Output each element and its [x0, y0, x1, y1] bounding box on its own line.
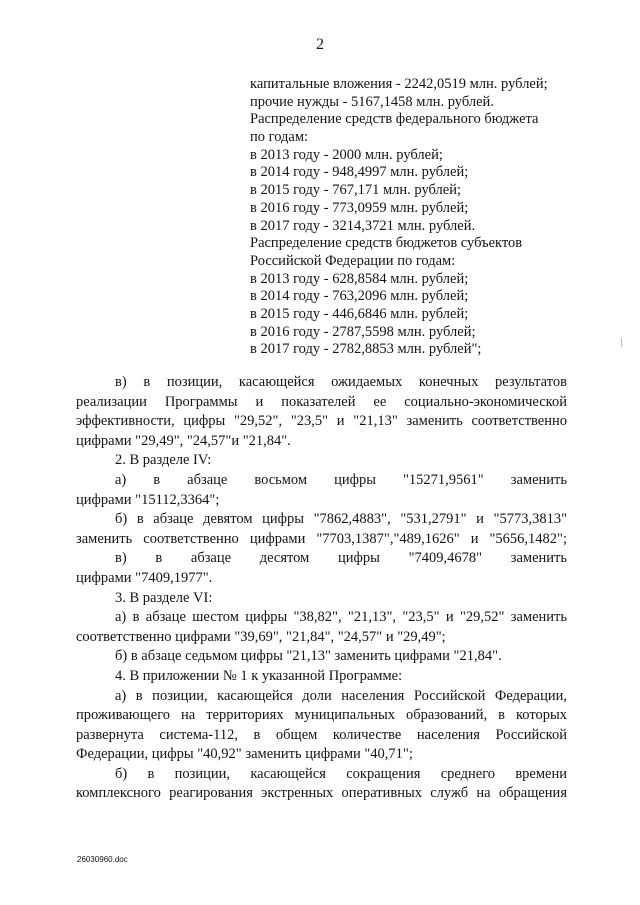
budget-line: в 2013 году - 2000 млн. рублей; [250, 146, 443, 163]
paragraph [76, 471, 567, 510]
budget-line: в 2015 году - 446,6846 млн. рублей; [250, 305, 469, 322]
paragraph [76, 451, 567, 471]
budget-line: Распределение средств бюджетов субъектов [250, 235, 523, 252]
text-line: заменить соответственно цифрами "7703,1387","489,1626" и "5656,1482"; [76, 530, 567, 547]
text-line: проживающего на территориях муниципальных образований, в которых [76, 707, 567, 724]
paragraph [76, 589, 567, 609]
text-line: Федерации, цифры "40,92" заменить цифрами "40,71"; [76, 746, 413, 763]
paragraph [76, 765, 567, 804]
paragraph [76, 667, 567, 687]
paragraph [76, 373, 567, 451]
scan-edge-mark [621, 338, 622, 347]
text-line: б) в позиции, касающейся сокращения среднего времени [115, 765, 567, 782]
text-line: б) в абзаце девятом цифры "7862,4883", "531,2791" и "5773,3813" [115, 511, 567, 528]
text-line: в) в абзаце десятом цифры "7409,4678" заменить [115, 550, 567, 567]
main-text [76, 373, 567, 804]
paragraph [76, 647, 567, 667]
budget-line: в 2016 году - 2787,5598 млн. рублей; [250, 323, 476, 340]
budget-line: в 2015 году - 767,171 млн. рублей; [250, 182, 461, 199]
budget-line: Распределение средств федерального бюджета [250, 111, 539, 128]
text-line: а) в абзаце шестом цифры "38,82", "21,13", "23,5" и "29,52" заменить [115, 609, 567, 626]
text-line: б) в абзаце седьмом цифры "21,13" заменить цифрами "21,84". [115, 648, 502, 665]
text-line: цифрами "7409,1977". [76, 569, 213, 586]
page-number: 2 [316, 36, 324, 53]
text-line: а) в позиции, касающейся доли населения Российской Федерации, [115, 687, 567, 704]
budget-line: в 2017 году - 3214,3721 млн. рублей. [250, 217, 476, 234]
text-line: 2. В разделе IV: [115, 452, 212, 469]
paragraph [76, 687, 567, 765]
text-line: в) в позиции, касающейся ожидаемых конечных результатов [115, 374, 567, 390]
budget-line: в 2017 году - 2782,8853 млн. рублей"; [250, 341, 482, 358]
text-line: цифрами "29,49", "24,57"и "21,84". [76, 432, 291, 449]
text-line: 3. В разделе VI: [115, 589, 213, 606]
budget-line: прочие нужды - 5167,1458 млн. рублей. [250, 93, 494, 110]
footer-filename: 26030960.doc [77, 855, 128, 864]
text-line: комплексного реагирования экстренных оперативных служб на обращения [76, 785, 567, 802]
text-line: цифрами "15112,3364"; [76, 491, 220, 508]
budget-line: капитальные вложения - 2242,0519 млн. рублей; [250, 76, 548, 92]
paragraph [76, 549, 567, 588]
budget-line: в 2014 году - 763,2096 млн. рублей; [250, 288, 469, 305]
budget-line: Российской Федерации по годам: [250, 252, 456, 269]
text-line: соответственно цифрами "39,69", "21,84", "24,57" и "29,49"; [76, 628, 446, 645]
budget-line: в 2014 году - 948,4997 млн. рублей; [250, 164, 469, 181]
budget-distribution-block [250, 76, 610, 359]
text-line: развернута система-112, в общем количестве населения Российской [76, 726, 567, 743]
text-line: реализации Программы и показателей ее социально-экономической [76, 393, 567, 410]
budget-line: по годам: [250, 129, 309, 146]
paragraph [76, 608, 567, 647]
text-line: эффективности, цифры "29,52", "23,5" и "21,13" заменить соответственно [76, 413, 567, 430]
paragraph [76, 510, 567, 549]
text-line: 4. В приложении № 1 к указанной Программе: [115, 667, 403, 684]
budget-line: в 2016 году - 773,0959 млн. рублей; [250, 199, 469, 216]
budget-line: в 2013 году - 628,8584 млн. рублей; [250, 270, 469, 287]
text-line: а) в абзаце восьмом цифры "15271,9561" заменить [115, 471, 567, 488]
